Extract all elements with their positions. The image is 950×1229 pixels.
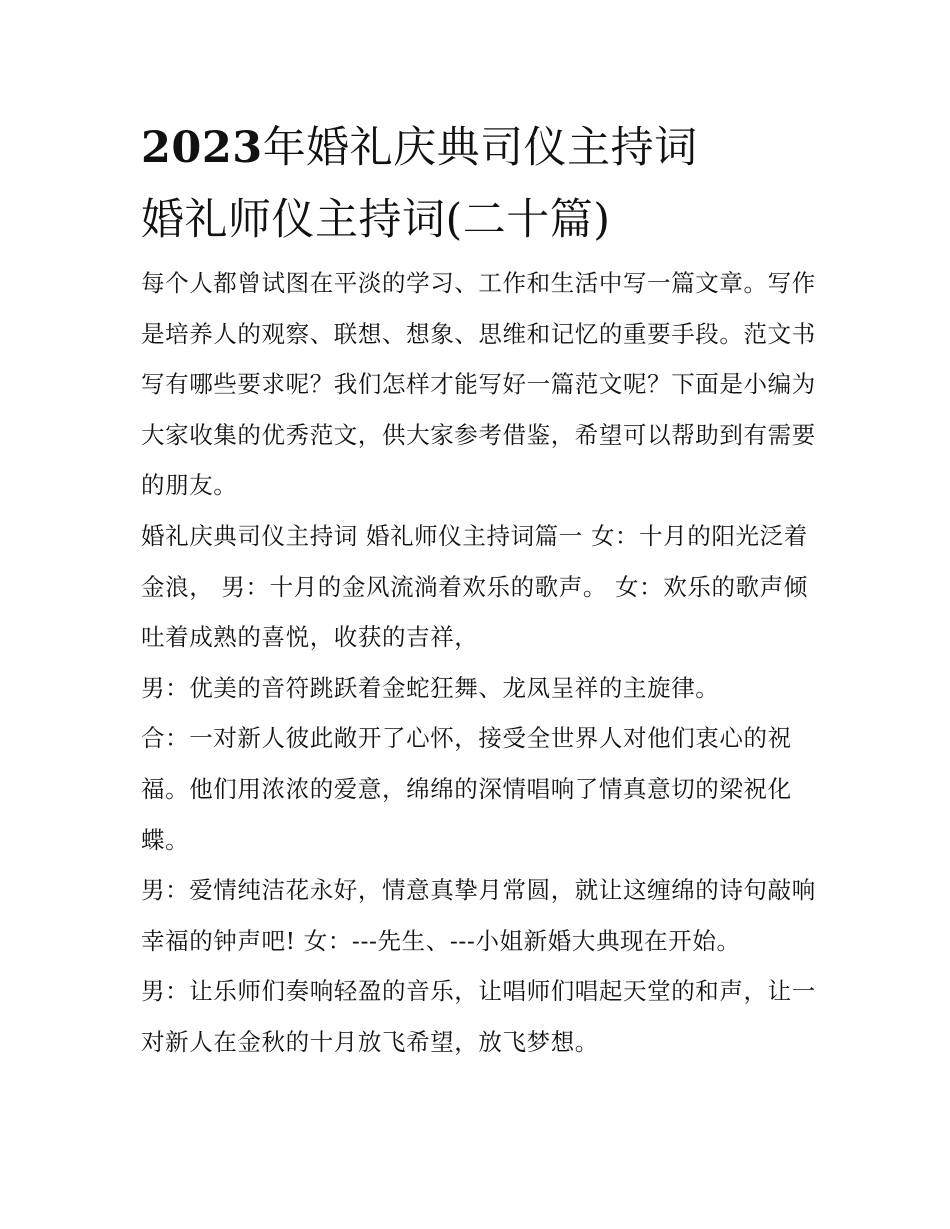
body-paragraph: 婚礼庆典司仪主持词 婚礼师仪主持词篇一 女：十月的阳光泛着金浪， 男：十月的金风流淌着欢乐的歌声。 女：欢乐的歌声倾吐着成熟的喜悦，收获的吉祥， [141, 521, 808, 652]
title-line-2: 婚礼师仪主持词(二十篇) [141, 195, 611, 245]
document-page [141, 112, 821, 1068]
body-paragraph: 合：一对新人彼此敞开了心怀，接受全世界人对他们衷心的祝福。他们用浓浓的爱意，绵绵的深情唱响了情真意切的梁祝化蝶。 [141, 724, 792, 854]
title-line-1 [141, 112, 821, 184]
document-title [141, 112, 821, 256]
intro-paragraph: 每个人都曾试图在平淡的学习、工作和生活中写一篇文章。写作是培养人的观察、联想、想象、思维和记忆的重要手段。范文书写有哪些要求呢？我们怎样才能写好一篇范文呢？下面是小编为大家收集的优秀范文，供大家参考借鉴，希望可以帮助到有需要的朋友。 [141, 269, 816, 500]
document-body [141, 258, 821, 1068]
body-paragraph: 男：让乐师们奏响轻盈的音乐，让唱师们唱起天堂的和声，让一对新人在金秋的十月放飞希望，放飞梦想。 [141, 977, 816, 1056]
title-year: 2023 [141, 123, 263, 173]
body-paragraph: 男：爱情纯洁花永好，情意真挚月常圆，就让这缠绵的诗句敲响幸福的钟声吧! 女：---先生、---小姐新婚大典现在开始。 [141, 876, 816, 955]
title-line-1-text: 年婚礼庆典司仪主持词 [262, 123, 698, 173]
body-paragraph: 男：优美的音符跳跃着金蛇狂舞、龙凤呈祥的主旋律。 [141, 673, 720, 702]
